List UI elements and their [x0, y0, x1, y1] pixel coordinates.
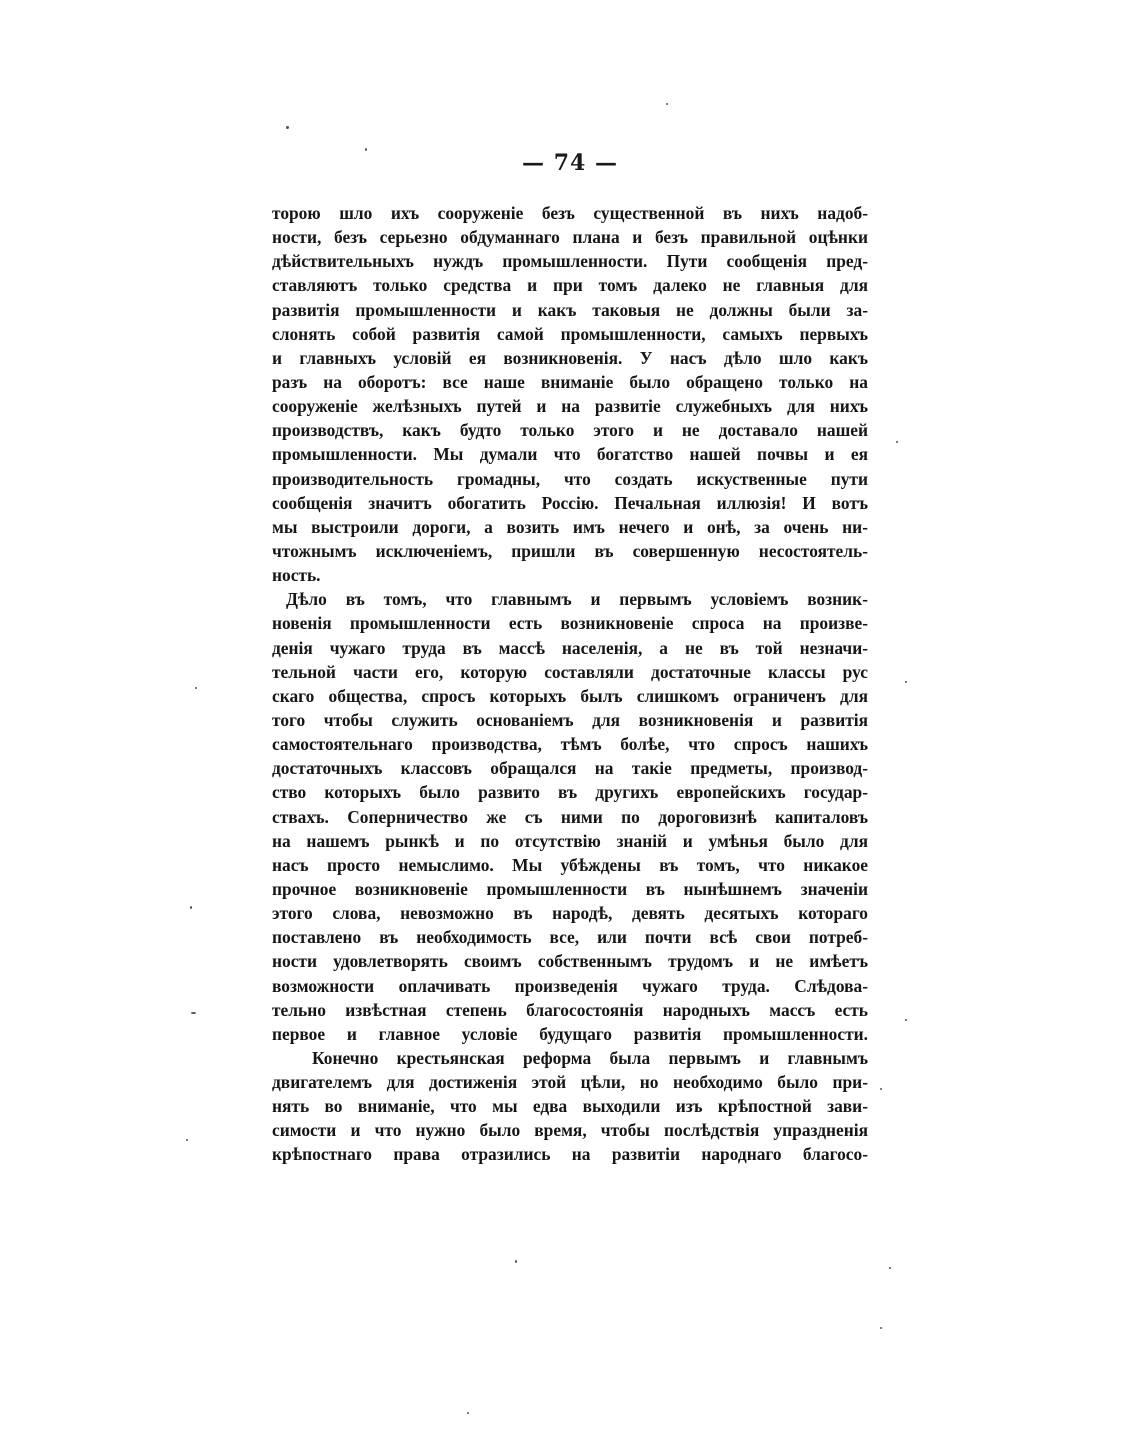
scan-speck: [365, 148, 367, 151]
scan-speck: [896, 441, 898, 443]
scan-speck: [666, 103, 668, 105]
text-line: промышленности. Мы думали что богатство нашей почвы и ея: [272, 444, 868, 465]
scan-speck: [467, 1412, 469, 1414]
body-text: [272, 201, 868, 1167]
scan-speck: [905, 681, 907, 683]
text-line: ство которыхъ было развито въ другихъ европейскихъ государ-: [272, 782, 868, 803]
scan-speck: [905, 1019, 907, 1021]
paragraph-3: [272, 1046, 868, 1167]
text-line: и главныхъ условій ея возникновенія. У насъ дѣло шло какъ: [272, 347, 868, 368]
text-line: развитія промышленности и какъ таковыя не должны были за-: [272, 299, 868, 320]
text-line: сооруженіе желѣзныхъ путей и на развитіе служебныхъ для нихъ: [272, 396, 868, 417]
text-line: крѣпостнаго права отразились на развитіи народнаго благосо-: [272, 1144, 868, 1165]
scan-speck: [190, 906, 192, 909]
scan-speck: [515, 1260, 517, 1263]
text-line: дѣйствительныхъ нуждъ промышленности. Пути сообщенія пред-: [272, 251, 868, 272]
text-line: первое и главное условіе будущаго развитія промышленности.: [272, 1023, 868, 1044]
text-line: нять во вниманіе, что мы едва выходили изъ крѣпостной зави-: [272, 1096, 868, 1117]
text-line: поставлено въ необходимость все, или почти всѣ свои потреб-: [272, 927, 868, 948]
scan-speck: [880, 1327, 882, 1329]
text-line: ставляютъ только средства и при томъ далеко не главныя для: [272, 275, 868, 296]
scan-speck: [286, 126, 289, 129]
text-line: возможности оплачивать произведенія чужаго труда. Слѣдова-: [272, 975, 868, 996]
scan-speck: [889, 1267, 891, 1269]
text-line: производствъ, какъ будто только этого и не доставало нашей: [272, 420, 868, 441]
text-line: этого слова, невозможно въ народѣ, девять десятыхъ котораго: [272, 903, 868, 924]
text-line: разъ на оборотъ: все наше вниманіе было обращено только на: [272, 371, 868, 392]
scan-speck: [880, 1088, 882, 1090]
text-line: торою шло ихъ сооруженіе безъ существенной въ нихъ надоб-: [272, 203, 868, 223]
text-line: самостоятельнаго производства, тѣмъ болѣе, что спросъ нашихъ: [272, 734, 868, 755]
text-line: мы выстроили дороги, а возить имъ нечего и онѣ, за очень ни-: [272, 516, 868, 537]
paragraph-1: [272, 201, 868, 587]
text-line: на нашемъ рынкѣ и по отсутствію знаній и умѣнья было для: [272, 830, 868, 851]
text-line: того чтобы служить основаніемъ для возникновенія и развитія: [272, 709, 868, 730]
text-line: производительность громадны, что создать искуственные пути: [272, 468, 868, 489]
text-line: слонять собой развитія самой промышленности, самыхъ первыхъ: [272, 323, 868, 344]
text-line: Конечно крестьянская реформа была первымъ и главнымъ: [312, 1047, 868, 1068]
text-line: симости и что нужно было время, чтобы послѣдствія упраздненія: [272, 1120, 868, 1141]
text-line: тельной части его, которую составляли достаточные классы рус: [272, 661, 868, 682]
text-line: двигателемъ для достиженія этой цѣли, но необходимо было при-: [272, 1072, 868, 1093]
text-line: скаго общества, спросъ которыхъ былъ слишкомъ ограниченъ для: [272, 685, 868, 706]
paragraph-2: [272, 587, 868, 1046]
text-line: достаточныхъ классовъ обращался на такіе предметы, производ-: [272, 758, 868, 779]
text-line: сообщенія значитъ обогатить Россію. Печальная иллюзія! И вотъ: [272, 492, 868, 513]
text-line: прочное возникновеніе промышленности въ нынѣшнемъ значеніи: [272, 878, 868, 899]
page-number: — 74 —: [522, 150, 618, 176]
scan-speck: [195, 687, 197, 689]
scan-speck: [186, 1139, 188, 1141]
text-line: насъ просто немыслимо. Мы убѣждены въ томъ, что никакое: [272, 854, 868, 875]
text-line: Дѣло въ томъ, что главнымъ и первымъ условіемъ возник-: [286, 589, 868, 610]
text-line: чтожнымъ исключеніемъ, пришли въ совершенную несостоятель-: [272, 540, 868, 561]
text-line: тельно извѣстная степень благосостоянія народныхъ массъ есть: [272, 999, 868, 1020]
text-line: ность.: [272, 565, 321, 586]
text-line: ствахъ. Соперничество же съ ними по дороговизнѣ капиталовъ: [272, 806, 868, 827]
text-line: ности удовлетворять своимъ собственнымъ трудомъ и не имѣетъ: [272, 951, 868, 972]
text-line: ности, безъ серьезно обдуманнаго плана и безъ правильной оцѣнки: [272, 227, 868, 248]
scan-speck: [191, 1012, 196, 1014]
text-line: новенія промышленности есть возникновеніе спроса на произве-: [272, 613, 868, 634]
text-line: денія чужаго труда въ массѣ населенія, а не въ той незначи-: [272, 637, 868, 658]
